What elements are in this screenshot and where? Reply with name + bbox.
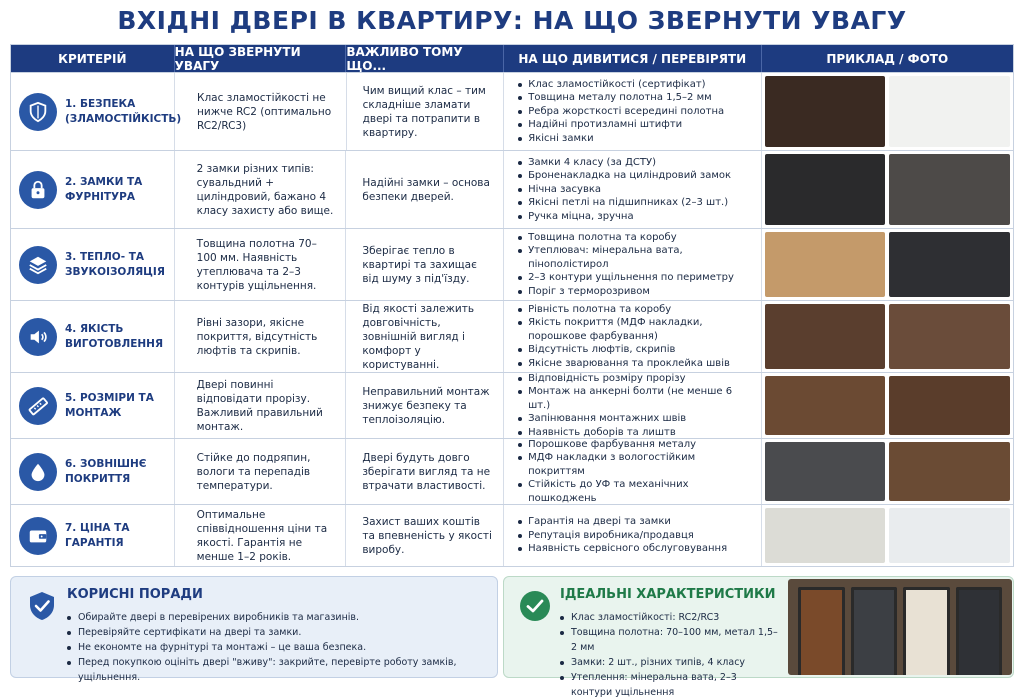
check-item: Товщина полотна та коробу <box>518 231 754 245</box>
criterion-cell <box>11 373 175 438</box>
tip-item: Перед покупкою оцініть двері "вживу": закрийте, перевірте роботу замків, ущільнення. <box>67 655 497 685</box>
attention-cell: Стійке до подряпин, вологи та перепадів температури. <box>175 439 347 504</box>
attention-cell: Оптимальне співвідношення ціни та якості. Гарантія не менше 1–2 років. <box>175 505 347 566</box>
check-cell <box>504 73 761 150</box>
example-photo <box>889 304 1010 369</box>
speaker-icon <box>19 318 57 356</box>
criterion-label: 6. ЗОВНІШНЄ ПОКРИТТЯ <box>65 457 147 485</box>
example-photo <box>765 154 886 225</box>
criterion-cell <box>11 505 175 566</box>
why-cell: Від якості залежить довговічність, зовнішній вигляд і комфорт у користуванні. <box>346 301 504 372</box>
criterion-label: 5. РОЗМІРИ ТА МОНТАЖ <box>65 391 154 419</box>
check-item: Запінювання монтажних швів <box>518 412 754 426</box>
page-title: ВХІДНІ ДВЕРІ В КВАРТИРУ: НА ЩО ЗВЕРНУТИ УВАГУ <box>117 6 907 35</box>
check-item: Ручка міцна, зручна <box>518 210 731 224</box>
example-photo <box>889 376 1010 435</box>
tip-item: Не економте на фурнітурі та монтажі – це ваша безпека. <box>67 640 497 655</box>
ideal-item: Утеплення: мінеральна вата, 2–3 контури ущільнення <box>560 670 780 700</box>
check-list <box>518 78 724 146</box>
check-list <box>518 515 727 556</box>
table-header <box>11 45 1013 72</box>
tip-item: Обирайте двері в перевірених виробників та магазинів. <box>67 610 497 625</box>
check-item: Надійні протизламні штифти <box>518 118 724 132</box>
attention-cell: Клас зламостійкості не нижче RC2 (оптимально RC2/RC3) <box>175 73 347 150</box>
ideal-panel <box>503 576 1014 698</box>
example-photo <box>889 442 1010 501</box>
header-check: НА ЩО ДИВИТИСЯ / ПЕРЕВІРЯТИ <box>504 45 761 72</box>
ideal-item: Замки: 2 шт., різних типів, 4 класу <box>560 655 780 670</box>
tips-list <box>67 610 497 685</box>
criterion-label: 4. ЯКІСТЬ ВИГОТОВЛЕННЯ <box>65 322 164 350</box>
criterion-label: 2. ЗАМКИ ТА ФУРНІТУРА <box>65 175 143 203</box>
attention-cell: 2 замки різних типів: сувальдний + циліндровий, бажано 4 класу захисту або вище. <box>175 151 347 228</box>
ideal-title: ІДЕАЛЬНІ ХАРАКТЕРИСТИКИ <box>560 587 776 602</box>
doors-photo <box>788 579 1012 675</box>
door-image <box>903 587 950 675</box>
check-item: Відповідність розміру прорізу <box>518 372 754 386</box>
table-row <box>11 150 1013 228</box>
header-photo: ПРИКЛАД / ФОТО <box>826 51 949 66</box>
criterion-cell <box>11 439 175 504</box>
criteria-table <box>10 44 1014 567</box>
photo-cell <box>762 229 1013 300</box>
why-cell: Захист ваших коштів та впевненість у якості виробу. <box>346 505 504 566</box>
table-row <box>11 438 1013 504</box>
tips-panel <box>10 576 498 683</box>
check-cell <box>504 439 761 504</box>
check-item: Стійкість до УФ та механічних пошкоджень <box>518 478 754 505</box>
example-photo <box>889 154 1010 225</box>
check-item: Наявність доборів та лиштв <box>518 426 754 440</box>
table-row <box>11 72 1013 150</box>
header-attention: НА ЩО ЗВЕРНУТИ УВАГУ <box>175 45 347 72</box>
check-item: Ребра жорсткості всередині полотна <box>518 105 724 119</box>
ideal-item: Товщина полотна: 70–100 мм, метал 1,5–2 мм <box>560 625 780 655</box>
check-item: Якісні петлі на підшипниках (2–3 шт.) <box>518 196 731 210</box>
criterion-label: 1. БЕЗПЕКА (ЗЛАМОСТІЙКІСТЬ) <box>65 97 182 125</box>
photo-cell <box>762 373 1013 438</box>
shield-check-icon <box>25 589 59 623</box>
example-photo <box>889 232 1010 297</box>
check-item: Поріг з терморозривом <box>518 285 754 299</box>
criterion-cell <box>11 301 175 372</box>
ideal-list <box>560 610 780 700</box>
table-row <box>11 300 1013 372</box>
criterion-label: 3. ТЕПЛО- ТА ЗВУКОІЗОЛЯЦІЯ <box>65 250 165 278</box>
example-photo <box>765 76 886 147</box>
photo-cell <box>762 151 1013 228</box>
check-item: МДФ накладки з вологостійким покриттям <box>518 451 754 478</box>
ideal-item: Клас зламостійкості: RC2/RC3 <box>560 610 780 625</box>
photo-cell <box>762 439 1013 504</box>
check-cell <box>504 301 761 372</box>
example-photo <box>765 442 886 501</box>
drop-icon <box>19 453 57 491</box>
check-cell <box>504 373 761 438</box>
ruler-icon <box>19 387 57 425</box>
check-item: Броненакладка на циліндровий замок <box>518 169 731 183</box>
check-item: Товщина металу полотна 1,5–2 мм <box>518 91 724 105</box>
check-list <box>518 231 754 299</box>
why-cell: Двері будуть довго зберігати вигляд та не втрачати властивості. <box>346 439 504 504</box>
check-item: Якість покриття (МДФ накладки, порошкове фарбування) <box>518 316 754 343</box>
photo-cell <box>762 301 1013 372</box>
header-why: ВАЖЛИВО ТОМУ ЩО... <box>346 45 504 72</box>
check-item: Рівність полотна та коробу <box>518 303 754 317</box>
check-item: Монтаж на анкерні болти (не менше 6 шт.) <box>518 385 754 412</box>
tips-title: КОРИСНІ ПОРАДИ <box>67 587 203 602</box>
door-image <box>851 587 898 675</box>
check-item: Якісні замки <box>518 132 724 146</box>
criterion-label: 7. ЦІНА ТА ГАРАНТІЯ <box>65 521 130 549</box>
wallet-icon <box>19 517 57 555</box>
attention-cell: Рівні зазори, якісне покриття, відсутність люфтів та скрипів. <box>175 301 347 372</box>
check-item: Гарантія на двері та замки <box>518 515 727 529</box>
check-list <box>518 438 754 506</box>
why-cell: Неправильний монтаж знижує безпеку та теплоізоляцію. <box>346 373 504 438</box>
example-photo <box>889 76 1010 147</box>
check-item: Замки 4 класу (за ДСТУ) <box>518 156 731 170</box>
photo-cell <box>762 73 1013 150</box>
check-item: Якісне зварювання та проклейка швів <box>518 357 754 371</box>
table-row <box>11 228 1013 300</box>
why-cell: Надійні замки – основа безпеки дверей. <box>346 151 504 228</box>
photo-cell <box>762 505 1013 566</box>
check-circle-icon <box>518 589 552 623</box>
check-item: Наявність сервісного обслуговування <box>518 542 727 556</box>
check-cell <box>504 505 761 566</box>
example-photo <box>765 232 886 297</box>
check-item: Порошкове фарбування металу <box>518 438 754 452</box>
tip-item: Перевіряйте сертифікати на двері та замки. <box>67 625 497 640</box>
criterion-cell <box>11 73 182 150</box>
attention-cell: Товщина полотна 70–100 мм. Наявність утеплювача та 2–3 контурів ущільнення. <box>175 229 347 300</box>
check-list <box>518 156 731 224</box>
criterion-cell <box>11 151 175 228</box>
why-cell: Зберігає тепло в квартирі та захищає від шуму з під'їзду. <box>346 229 504 300</box>
check-item: Відсутність люфтів, скрипів <box>518 343 754 357</box>
example-photo <box>889 508 1010 563</box>
check-cell <box>504 229 761 300</box>
example-photo <box>765 376 886 435</box>
layers-icon <box>19 246 57 284</box>
door-image <box>798 587 845 675</box>
header-criterion: КРИТЕРІЙ <box>11 45 175 72</box>
attention-cell: Двері повинні відповідати прорізу. Важливий правильний монтаж. <box>175 373 347 438</box>
check-list <box>518 303 754 371</box>
table-body <box>11 72 1013 566</box>
check-cell <box>504 151 761 228</box>
lock-icon <box>19 171 57 209</box>
example-photo <box>765 304 886 369</box>
check-item: Клас зламостійкості (сертифікат) <box>518 78 724 92</box>
check-item: Репутація виробника/продавця <box>518 529 727 543</box>
why-cell: Чим вищий клас – тим складніше зламати двері та потрапити в квартиру. <box>347 73 505 150</box>
check-item: 2–3 контури ущільнення по периметру <box>518 271 754 285</box>
table-row <box>11 372 1013 438</box>
criterion-cell <box>11 229 175 300</box>
door-image <box>956 587 1003 675</box>
check-item: Утеплювач: мінеральна вата, пінополістирол <box>518 244 754 271</box>
check-list <box>518 372 754 440</box>
example-photo <box>765 508 886 563</box>
table-row <box>11 504 1013 566</box>
shield-icon <box>19 93 57 131</box>
check-item: Нічна засувка <box>518 183 731 197</box>
